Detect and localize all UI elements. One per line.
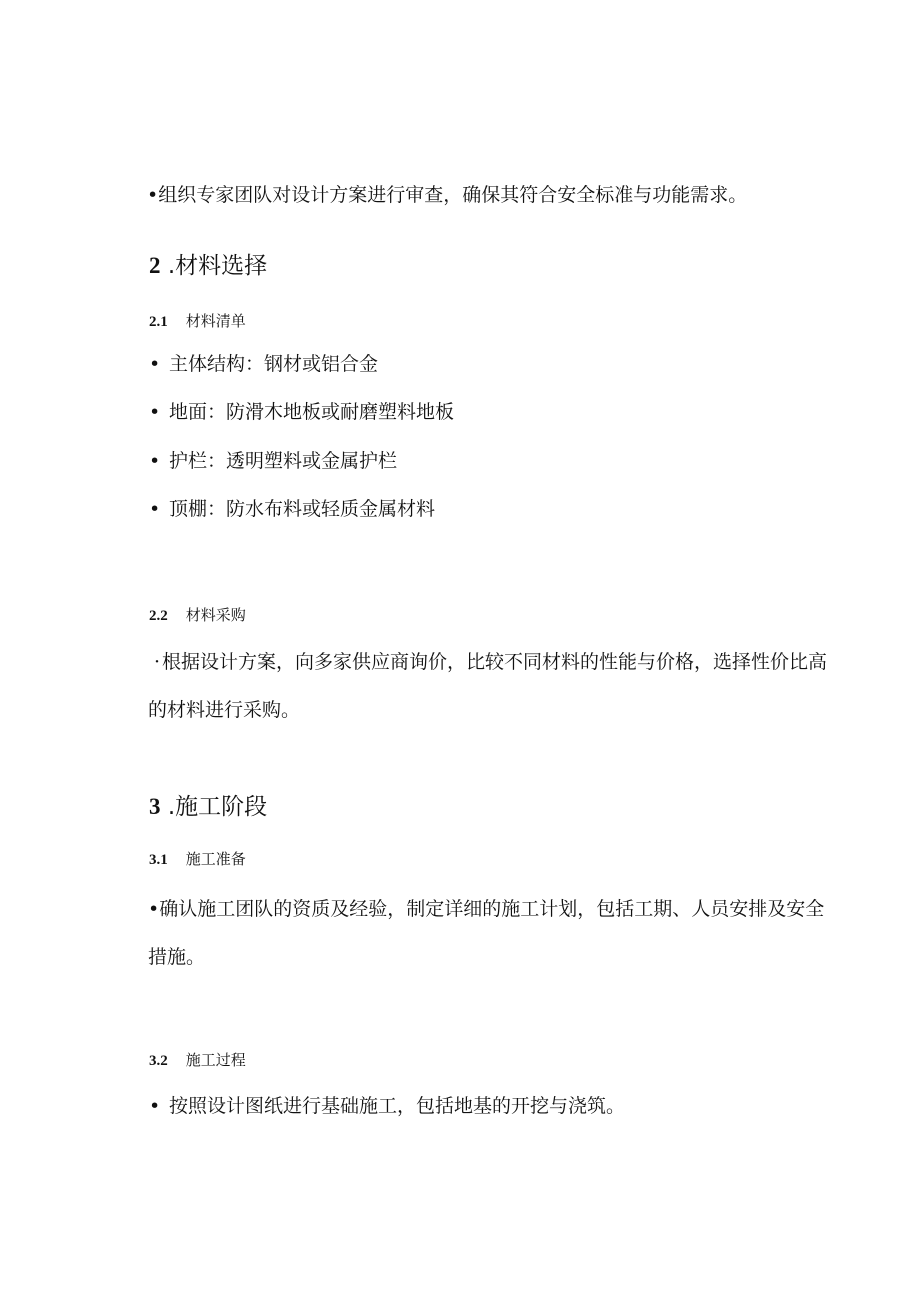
section-number: 2	[149, 253, 161, 278]
intro-text: 组织专家团队对设计方案进行审查，确保其符合安全标准与功能需求。	[158, 184, 748, 206]
subsection-title: 施工过程	[185, 1051, 246, 1069]
paragraph-text: 根据设计方案，向多家供应商询价，比较不同材料的性能与价格，选择性价比高的材料进行采购。	[148, 651, 828, 721]
bullet: •	[148, 898, 160, 920]
subsection-number: 3.1	[149, 852, 168, 868]
intro-paragraph	[147, 186, 747, 205]
list-item	[149, 355, 378, 374]
subsection-heading-2-2	[149, 608, 246, 624]
list-item-text: 按照设计图纸进行基础施工，包括地基的开挖与浇筑。	[169, 1095, 626, 1117]
list-item-text: 主体结构：钢材或铝合金	[169, 353, 379, 375]
bullet: ·	[154, 651, 161, 673]
bullet: •	[147, 184, 159, 206]
subsection-heading-3-1	[149, 852, 246, 868]
section-title: .材料选择	[167, 253, 268, 279]
subsection-number: 3.2	[149, 1053, 168, 1069]
subsection-heading-3-2	[149, 1053, 246, 1069]
section-number: 3	[149, 794, 161, 819]
bullet: •	[149, 353, 161, 375]
bullet: •	[149, 1095, 161, 1117]
list-item-text: 地面：防滑木地板或耐磨塑料地板	[169, 401, 455, 423]
section-heading-2	[149, 254, 267, 278]
subsection-title: 施工准备	[185, 850, 246, 868]
list-item-text: 护栏：透明塑料或金属护栏	[169, 450, 398, 472]
list-item-text: 顶棚：防水布料或轻质金属材料	[169, 498, 436, 520]
subsection-title: 材料清单	[185, 312, 246, 330]
section-title: .施工阶段	[167, 794, 268, 820]
list-item	[149, 1097, 625, 1116]
bullet: •	[149, 401, 161, 423]
body-paragraph	[148, 638, 828, 734]
subsection-number: 2.1	[149, 314, 168, 330]
paragraph-text: 确认施工团队的资质及经验，制定详细的施工计划，包括工期、人员安排及安全措施。	[148, 898, 825, 968]
bullet: •	[149, 498, 161, 520]
subsection-heading-2-1	[149, 314, 246, 330]
list-item	[149, 452, 397, 471]
bullet: •	[149, 450, 161, 472]
body-paragraph	[148, 885, 828, 981]
subsection-number: 2.2	[149, 608, 168, 624]
subsection-title: 材料采购	[185, 606, 246, 624]
list-item	[149, 500, 435, 519]
list-item	[149, 403, 454, 422]
section-heading-3	[149, 795, 267, 819]
